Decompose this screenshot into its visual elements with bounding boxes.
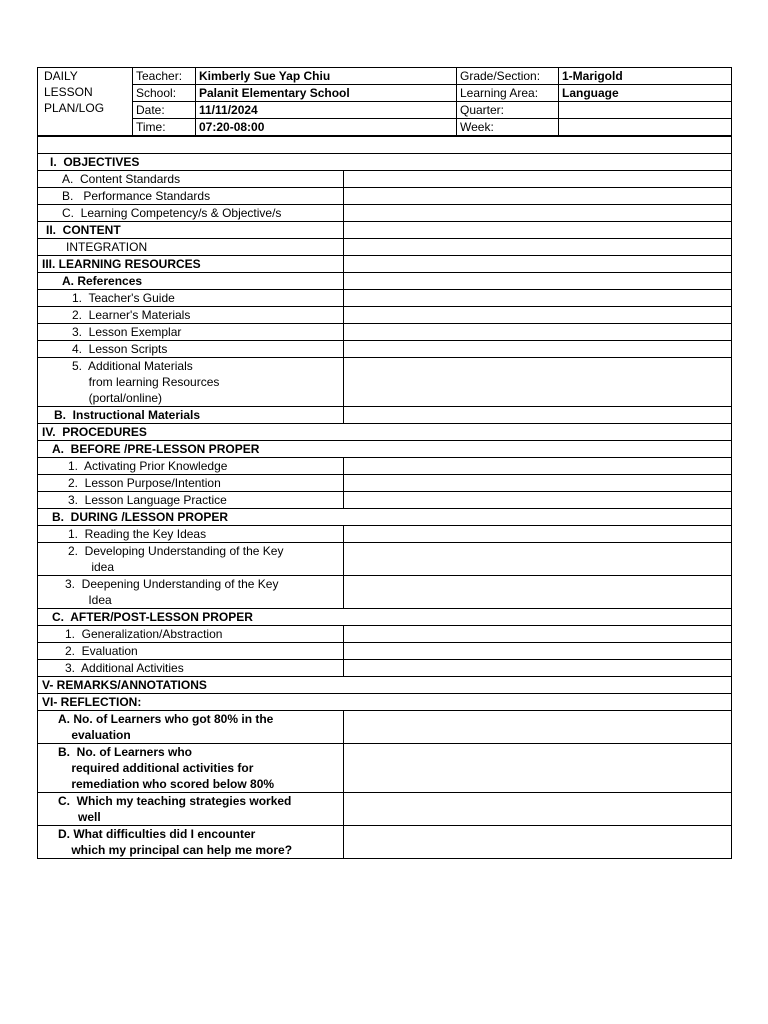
plan-row bbox=[38, 744, 732, 793]
plan-item-label: 3. Deepening Understanding of the Key Idea bbox=[38, 576, 344, 609]
plan-item-entry[interactable] bbox=[344, 458, 732, 475]
doc-title bbox=[38, 68, 133, 136]
plan-item-label: C. Which my teaching strategies worked well bbox=[38, 793, 344, 826]
plan-item-entry[interactable] bbox=[344, 273, 732, 290]
plan-item-entry[interactable] bbox=[344, 660, 732, 677]
plan-row bbox=[38, 626, 732, 643]
week-value[interactable] bbox=[559, 119, 732, 136]
plan-item-label: A. No. of Learners who got 80% in the evaluation bbox=[38, 711, 344, 744]
plan-item-entry[interactable] bbox=[344, 711, 732, 744]
plan-item-label: 3. Additional Activities bbox=[38, 660, 344, 677]
plan-item-entry[interactable] bbox=[344, 222, 732, 239]
plan-item-entry[interactable] bbox=[344, 341, 732, 358]
plan-item-label: B. Performance Standards bbox=[38, 188, 344, 205]
plan-item-entry[interactable] bbox=[344, 256, 732, 273]
plan-item-entry[interactable] bbox=[344, 239, 732, 256]
section-heading: IV. PROCEDURES bbox=[38, 424, 732, 441]
plan-row bbox=[38, 290, 732, 307]
lesson-plan-body bbox=[38, 137, 732, 859]
school-value[interactable]: Palanit Elementary School bbox=[196, 85, 457, 102]
plan-item-label: 3. Lesson Language Practice bbox=[38, 492, 344, 509]
plan-item-entry[interactable] bbox=[344, 358, 732, 407]
plan-row bbox=[38, 509, 732, 526]
date-label: Date: bbox=[133, 102, 196, 119]
plan-item-label: B. No. of Learners who required additional activities for remediation who scored below 80% bbox=[38, 744, 344, 793]
section-heading: A. BEFORE /PRE-LESSON PROPER bbox=[38, 441, 732, 458]
plan-item-entry[interactable] bbox=[344, 543, 732, 576]
plan-row bbox=[38, 324, 732, 341]
plan-item-label: A. Content Standards bbox=[38, 171, 344, 188]
plan-item-entry[interactable] bbox=[344, 826, 732, 859]
plan-row bbox=[38, 273, 732, 290]
plan-row bbox=[38, 458, 732, 475]
plan-row bbox=[38, 222, 732, 239]
plan-row bbox=[38, 358, 732, 407]
plan-item-label: 2. Lesson Purpose/Intention bbox=[38, 475, 344, 492]
plan-row bbox=[38, 341, 732, 358]
plan-row bbox=[38, 543, 732, 576]
plan-row bbox=[38, 643, 732, 660]
plan-item-entry[interactable] bbox=[344, 744, 732, 793]
section-heading: V- REMARKS/ANNOTATIONS bbox=[38, 677, 732, 694]
time-label: Time: bbox=[133, 119, 196, 136]
plan-row bbox=[38, 256, 732, 273]
spacer-row bbox=[38, 137, 732, 154]
plan-item-entry[interactable] bbox=[344, 407, 732, 424]
plan-item-label: INTEGRATION bbox=[38, 239, 344, 256]
plan-item-entry[interactable] bbox=[344, 492, 732, 509]
plan-row bbox=[38, 239, 732, 256]
area-value[interactable]: Language bbox=[559, 85, 732, 102]
plan-item-entry[interactable] bbox=[344, 324, 732, 341]
plan-row bbox=[38, 526, 732, 543]
plan-row bbox=[38, 826, 732, 859]
plan-item-entry[interactable] bbox=[344, 526, 732, 543]
plan-row bbox=[38, 492, 732, 509]
plan-row bbox=[38, 407, 732, 424]
plan-row bbox=[38, 307, 732, 324]
plan-item-entry[interactable] bbox=[344, 793, 732, 826]
plan-item-label: 2. Learner's Materials bbox=[38, 307, 344, 324]
plan-item-label: 4. Lesson Scripts bbox=[38, 341, 344, 358]
plan-row bbox=[38, 205, 732, 222]
plan-item-label: 5. Additional Materials from learning Resources (portal/online) bbox=[38, 358, 344, 407]
plan-item-label: 3. Lesson Exemplar bbox=[38, 324, 344, 341]
plan-item-entry[interactable] bbox=[344, 643, 732, 660]
plan-item-entry[interactable] bbox=[344, 576, 732, 609]
grade-value[interactable]: 1-Marigold bbox=[559, 68, 732, 85]
plan-item-label: III. LEARNING RESOURCES bbox=[38, 256, 344, 273]
header-table bbox=[37, 67, 732, 136]
spacer-cell bbox=[38, 137, 732, 154]
plan-item-label: 1. Generalization/Abstraction bbox=[38, 626, 344, 643]
quarter-label: Quarter: bbox=[457, 102, 559, 119]
plan-row bbox=[38, 793, 732, 826]
doc-title-line-1: DAILY bbox=[44, 69, 78, 83]
plan-item-label: 2. Developing Understanding of the Key idea bbox=[38, 543, 344, 576]
plan-row bbox=[38, 171, 732, 188]
plan-row bbox=[38, 154, 732, 171]
week-label: Week: bbox=[457, 119, 559, 136]
plan-item-entry[interactable] bbox=[344, 205, 732, 222]
doc-title-line-3: PLAN/LOG bbox=[44, 101, 105, 115]
lesson-plan-table bbox=[37, 136, 732, 859]
plan-item-label: 2. Evaluation bbox=[38, 643, 344, 660]
section-heading: C. AFTER/POST-LESSON PROPER bbox=[38, 609, 732, 626]
plan-item-label: A. References bbox=[38, 273, 344, 290]
section-heading: B. DURING /LESSON PROPER bbox=[38, 509, 732, 526]
section-heading: VI- REFLECTION: bbox=[38, 694, 732, 711]
doc-title-line-2: LESSON bbox=[44, 85, 93, 99]
plan-item-entry[interactable] bbox=[344, 290, 732, 307]
section-heading: I. OBJECTIVES bbox=[38, 154, 732, 171]
plan-item-label: 1. Activating Prior Knowledge bbox=[38, 458, 344, 475]
plan-item-entry[interactable] bbox=[344, 171, 732, 188]
plan-item-label: D. What difficulties did I encounter which my principal can help me more? bbox=[38, 826, 344, 859]
plan-row bbox=[38, 441, 732, 458]
plan-row bbox=[38, 609, 732, 626]
plan-row bbox=[38, 711, 732, 744]
plan-row bbox=[38, 694, 732, 711]
plan-row bbox=[38, 475, 732, 492]
plan-row bbox=[38, 576, 732, 609]
plan-row bbox=[38, 660, 732, 677]
plan-row bbox=[38, 188, 732, 205]
time-value[interactable]: 07:20-08:00 bbox=[196, 119, 457, 136]
teacher-label: Teacher: bbox=[133, 68, 196, 85]
school-label: School: bbox=[133, 85, 196, 102]
date-value[interactable]: 11/11/2024 bbox=[196, 102, 457, 119]
plan-item-label: 1. Reading the Key Ideas bbox=[38, 526, 344, 543]
plan-item-entry[interactable] bbox=[344, 626, 732, 643]
plan-item-entry[interactable] bbox=[344, 475, 732, 492]
plan-item-label: 1. Teacher's Guide bbox=[38, 290, 344, 307]
teacher-value[interactable]: Kimberly Sue Yap Chiu bbox=[196, 68, 457, 85]
plan-item-label: B. Instructional Materials bbox=[38, 407, 344, 424]
plan-item-entry[interactable] bbox=[344, 307, 732, 324]
plan-item-label: II. CONTENT bbox=[38, 222, 344, 239]
plan-row bbox=[38, 677, 732, 694]
plan-row bbox=[38, 424, 732, 441]
plan-item-label: C. Learning Competency/s & Objective/s bbox=[38, 205, 344, 222]
plan-item-entry[interactable] bbox=[344, 188, 732, 205]
area-label: Learning Area: bbox=[457, 85, 559, 102]
quarter-value[interactable] bbox=[559, 102, 732, 119]
grade-label: Grade/Section: bbox=[457, 68, 559, 85]
